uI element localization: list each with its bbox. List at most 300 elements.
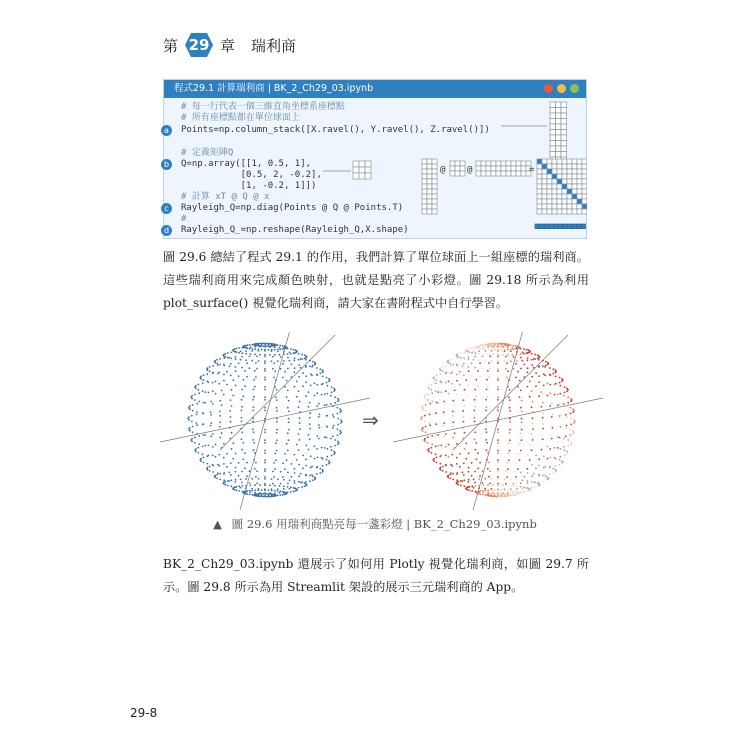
sphere-point bbox=[229, 472, 231, 474]
sphere-point bbox=[291, 364, 293, 366]
sphere-point bbox=[542, 438, 544, 440]
sphere-point bbox=[235, 358, 237, 360]
sphere-point bbox=[425, 404, 427, 406]
sphere-point bbox=[231, 448, 233, 450]
sphere-point bbox=[258, 350, 260, 352]
sphere-point bbox=[464, 432, 466, 434]
matrix-cell bbox=[432, 174, 437, 179]
sphere-point bbox=[465, 442, 467, 444]
sphere-point bbox=[327, 448, 329, 450]
matrix-cell bbox=[542, 199, 547, 204]
sphere-point bbox=[482, 344, 484, 346]
matrix-cell bbox=[365, 173, 371, 179]
sphere-point bbox=[543, 373, 545, 375]
sphere-point bbox=[468, 467, 470, 469]
sphere-point bbox=[300, 367, 302, 369]
sphere-point bbox=[428, 385, 430, 387]
matrix-cell bbox=[542, 174, 547, 179]
matrix-cell bbox=[557, 159, 562, 164]
matrix-cell bbox=[491, 171, 496, 176]
sphere-point bbox=[436, 402, 438, 404]
matrix-cell bbox=[562, 174, 567, 179]
matrix-cell bbox=[537, 174, 542, 179]
sphere-point bbox=[474, 356, 476, 358]
sphere-point bbox=[491, 478, 493, 480]
code-line: # 定義矩陣Q bbox=[181, 148, 234, 158]
sphere-point bbox=[276, 429, 278, 431]
sphere-point bbox=[467, 348, 469, 350]
sphere-point bbox=[264, 429, 266, 431]
sphere-point bbox=[435, 382, 437, 384]
matrix-cell bbox=[557, 189, 562, 194]
sphere-point bbox=[331, 386, 333, 388]
sphere-point bbox=[486, 459, 488, 461]
sphere-point bbox=[264, 407, 266, 409]
sphere-point bbox=[235, 453, 237, 455]
matrix-cell bbox=[556, 135, 562, 141]
sphere-point bbox=[221, 390, 223, 392]
sphere-point bbox=[246, 376, 248, 378]
matrix-cell bbox=[542, 159, 547, 164]
sphere-point bbox=[234, 348, 236, 350]
sphere-point bbox=[471, 362, 473, 364]
sphere-point bbox=[238, 462, 240, 464]
matrix-cell bbox=[511, 161, 516, 166]
sphere-point bbox=[279, 485, 281, 487]
sphere-point bbox=[482, 490, 484, 492]
sphere-point bbox=[523, 353, 525, 355]
sphere-point bbox=[422, 430, 424, 432]
sphere-point bbox=[337, 413, 339, 415]
chapter-word-after: 章 bbox=[220, 36, 236, 55]
sphere-point bbox=[238, 485, 240, 487]
matrix-cell bbox=[359, 167, 365, 173]
sphere-point bbox=[241, 356, 243, 358]
sphere-point bbox=[305, 465, 307, 467]
sphere-point bbox=[563, 438, 565, 440]
sphere-point bbox=[264, 478, 266, 480]
sphere-point bbox=[243, 379, 245, 381]
sphere-point bbox=[321, 447, 323, 449]
sphere-point bbox=[216, 478, 218, 480]
matrix-cell bbox=[550, 102, 556, 108]
sphere-point bbox=[527, 454, 529, 456]
sphere-point bbox=[497, 483, 499, 485]
matrix-cell bbox=[572, 194, 577, 199]
sphere-point bbox=[326, 377, 328, 379]
sphere-point bbox=[293, 491, 295, 493]
sphere-point bbox=[283, 354, 285, 356]
sphere-point bbox=[253, 459, 255, 461]
sphere-point bbox=[238, 347, 240, 349]
sphere-point bbox=[326, 437, 328, 439]
matrix-cell bbox=[552, 189, 557, 194]
sphere-point bbox=[518, 346, 520, 348]
sphere-point bbox=[447, 475, 449, 477]
sphere-point bbox=[463, 485, 465, 487]
matrix-cell bbox=[572, 224, 577, 229]
sphere-point bbox=[319, 373, 321, 375]
sphere-point bbox=[298, 481, 300, 483]
sphere-point bbox=[298, 475, 300, 477]
sphere-point bbox=[264, 396, 266, 398]
sphere-point bbox=[268, 344, 270, 346]
sphere-point bbox=[334, 439, 336, 441]
sphere-point bbox=[499, 493, 501, 495]
sphere-point bbox=[272, 471, 274, 473]
code-marker-d: d bbox=[161, 225, 172, 236]
sphere-point bbox=[298, 376, 300, 378]
sphere-point bbox=[516, 360, 518, 362]
sphere-point bbox=[253, 431, 255, 433]
sphere-point bbox=[572, 430, 574, 432]
sphere-point bbox=[283, 360, 285, 362]
sphere-point bbox=[337, 428, 339, 430]
sphere-point bbox=[567, 439, 569, 441]
sphere-point bbox=[510, 478, 512, 480]
sphere-point bbox=[442, 470, 444, 472]
matrix-cell bbox=[562, 209, 567, 214]
code-line: Points=np.column_stack([X.ravel(), Y.ravel(), Z.ravel()]) bbox=[181, 125, 490, 135]
sphere-point bbox=[572, 433, 574, 435]
sphere-point bbox=[276, 407, 278, 409]
sphere-point bbox=[488, 362, 490, 364]
sphere-point bbox=[249, 348, 251, 350]
sphere-point bbox=[189, 430, 191, 432]
sphere-point bbox=[254, 452, 256, 454]
code-line: [0.5, 2, -0.2], bbox=[181, 170, 322, 180]
sphere-point bbox=[302, 385, 304, 387]
sphere-point bbox=[236, 348, 238, 350]
sphere-point bbox=[516, 479, 518, 481]
sphere-point bbox=[445, 455, 447, 457]
sphere-point bbox=[291, 376, 293, 378]
matrix-cell bbox=[486, 166, 491, 171]
sphere-point bbox=[512, 354, 514, 356]
sphere-point bbox=[273, 377, 275, 379]
sphere-point bbox=[554, 384, 556, 386]
sphere-point bbox=[564, 392, 566, 394]
sphere-point bbox=[559, 426, 561, 428]
sphere-point bbox=[192, 426, 194, 428]
sphere-point bbox=[489, 368, 491, 370]
sphere-point bbox=[570, 443, 572, 445]
sphere-point bbox=[272, 483, 274, 485]
sphere-point bbox=[497, 421, 499, 423]
sphere-point bbox=[252, 439, 254, 441]
matrix-cell bbox=[427, 179, 432, 184]
matrix-cell bbox=[547, 189, 552, 194]
sphere-point bbox=[474, 421, 476, 423]
sphere-point bbox=[272, 356, 274, 358]
sphere-point bbox=[483, 492, 485, 494]
sphere-point bbox=[533, 358, 535, 360]
sphere-point bbox=[223, 394, 225, 396]
matrix-cell bbox=[547, 199, 552, 204]
sphere-point bbox=[516, 488, 518, 490]
sphere-point bbox=[443, 401, 445, 403]
sphere-point bbox=[538, 375, 540, 377]
sphere-point bbox=[488, 476, 490, 478]
sphere-point bbox=[235, 471, 237, 473]
sphere-point bbox=[509, 389, 511, 391]
sphere-point bbox=[563, 403, 565, 405]
sphere-point bbox=[194, 436, 196, 438]
code-marker-c: c bbox=[161, 203, 172, 214]
matrix-cell bbox=[422, 194, 427, 199]
sphere-point bbox=[535, 455, 537, 457]
sphere-point bbox=[254, 492, 256, 494]
sphere-point bbox=[246, 475, 248, 477]
sphere-point bbox=[549, 435, 551, 437]
sphere-point bbox=[516, 485, 518, 487]
sphere-point bbox=[531, 353, 533, 355]
matrix-cell bbox=[427, 159, 432, 164]
sphere-point bbox=[533, 367, 535, 369]
sphere-point bbox=[484, 490, 486, 492]
matrix-cell bbox=[427, 189, 432, 194]
sphere-point bbox=[212, 433, 214, 435]
matrix-cell bbox=[577, 164, 582, 169]
matrix-cell bbox=[542, 194, 547, 199]
sphere-point bbox=[288, 400, 290, 402]
sphere-point bbox=[516, 351, 518, 353]
sphere-point bbox=[468, 358, 470, 360]
sphere-point bbox=[421, 407, 423, 409]
sphere-point bbox=[188, 419, 190, 421]
sphere-point bbox=[429, 433, 431, 435]
matrix-cell bbox=[556, 146, 562, 152]
matrix-cell bbox=[561, 130, 567, 136]
sphere-point bbox=[302, 372, 304, 374]
sphere-point bbox=[550, 457, 552, 459]
matrix-cell bbox=[567, 174, 572, 179]
sphere-point bbox=[479, 362, 481, 364]
sphere-point bbox=[448, 381, 450, 383]
sphere-point bbox=[309, 428, 311, 430]
sphere-point bbox=[485, 417, 487, 419]
sphere-point bbox=[451, 454, 453, 456]
sphere-point bbox=[490, 489, 492, 491]
sphere-point bbox=[552, 468, 554, 470]
sphere-point bbox=[238, 490, 240, 492]
sphere-point bbox=[422, 405, 424, 407]
sphere-point bbox=[275, 379, 277, 381]
sphere-point bbox=[223, 364, 225, 366]
sphere-point bbox=[506, 476, 508, 478]
sphere-point bbox=[289, 488, 291, 490]
sphere-point bbox=[435, 446, 437, 448]
sphere-point bbox=[330, 446, 332, 448]
sphere-point bbox=[264, 418, 266, 420]
sphere-point bbox=[223, 457, 225, 459]
sphere-point bbox=[231, 432, 233, 434]
sphere-point bbox=[456, 364, 458, 366]
sphere-point bbox=[473, 487, 475, 489]
sphere-point bbox=[567, 396, 569, 398]
matrix-cell bbox=[460, 171, 465, 176]
sphere-point bbox=[271, 478, 273, 480]
sphere-point bbox=[274, 349, 276, 351]
sphere-point bbox=[223, 463, 225, 465]
sphere-point bbox=[232, 442, 234, 444]
sphere-point bbox=[238, 375, 240, 377]
matrix-cell bbox=[550, 135, 556, 141]
sphere-point bbox=[235, 370, 237, 372]
sphere-point bbox=[456, 394, 458, 396]
sphere-point bbox=[196, 424, 198, 426]
sphere-point bbox=[210, 411, 212, 413]
matrix-cell bbox=[572, 179, 577, 184]
sphere-point bbox=[507, 453, 509, 455]
sphere-point bbox=[476, 442, 478, 444]
sphere-point bbox=[252, 420, 254, 422]
sphere-point bbox=[274, 485, 276, 487]
sphere-point bbox=[277, 478, 279, 480]
sphere-point bbox=[552, 414, 554, 416]
matrix-cell bbox=[427, 169, 432, 174]
matrix-cell bbox=[476, 161, 481, 166]
sphere-point bbox=[547, 446, 549, 448]
sphere-point bbox=[420, 418, 422, 420]
sphere-point bbox=[264, 356, 266, 358]
sphere-point bbox=[566, 425, 568, 427]
matrix-cell bbox=[550, 141, 556, 147]
matrix-cell bbox=[476, 166, 481, 171]
matrix-cell bbox=[550, 130, 556, 136]
matrix-cell bbox=[511, 171, 516, 176]
matrix-cell bbox=[557, 184, 562, 189]
sphere-point bbox=[216, 363, 218, 365]
sphere-point bbox=[203, 379, 205, 381]
sphere-point bbox=[198, 401, 200, 403]
sphere-point bbox=[542, 365, 544, 367]
matrix-cell bbox=[577, 189, 582, 194]
sphere-point bbox=[294, 357, 296, 359]
sphere-point bbox=[463, 375, 465, 377]
sphere-point bbox=[515, 363, 517, 365]
sphere-point bbox=[287, 483, 289, 485]
sphere-point bbox=[328, 381, 330, 383]
sphere-point bbox=[464, 479, 466, 481]
sphere-point bbox=[208, 445, 210, 447]
sphere-point bbox=[559, 415, 561, 417]
sphere-point bbox=[436, 457, 438, 459]
sphere-point bbox=[216, 474, 218, 476]
sphere-point bbox=[261, 496, 263, 498]
sphere-point bbox=[276, 399, 278, 401]
sphere-point bbox=[294, 386, 296, 388]
matrix-cell bbox=[521, 166, 526, 171]
sphere-point bbox=[497, 489, 499, 491]
sphere-point bbox=[513, 471, 515, 473]
sphere-point bbox=[484, 494, 486, 496]
sphere-point bbox=[214, 475, 216, 477]
sphere-point bbox=[299, 401, 301, 403]
sphere-point bbox=[532, 422, 534, 424]
sphere-point bbox=[206, 455, 208, 457]
sphere-point bbox=[468, 366, 470, 368]
sphere-point bbox=[249, 470, 251, 472]
sphere-point bbox=[332, 436, 334, 438]
sphere-point bbox=[509, 429, 511, 431]
sphere-point bbox=[538, 359, 540, 361]
sphere-point bbox=[482, 494, 484, 496]
sphere-point bbox=[241, 421, 243, 423]
sphere-point bbox=[570, 401, 572, 403]
matrix-cell bbox=[556, 113, 562, 119]
code-line: # bbox=[181, 214, 187, 224]
sphere-point bbox=[235, 467, 237, 469]
sphere-point bbox=[547, 395, 549, 397]
sphere-point bbox=[207, 367, 209, 369]
sphere-point bbox=[294, 472, 296, 474]
sphere-point bbox=[512, 348, 514, 350]
sphere-point bbox=[254, 344, 256, 346]
sphere-point bbox=[521, 400, 523, 402]
sphere-point bbox=[316, 405, 318, 407]
sphere-point bbox=[567, 402, 569, 404]
sphere-point bbox=[468, 471, 470, 473]
sphere-point bbox=[510, 349, 512, 351]
sphere-point bbox=[537, 482, 539, 484]
matrix-cell bbox=[427, 184, 432, 189]
sphere-point bbox=[254, 489, 256, 491]
matrix-cell bbox=[572, 184, 577, 189]
matrix-cell bbox=[562, 204, 567, 209]
sphere-point bbox=[499, 345, 501, 347]
sphere-point bbox=[480, 493, 482, 495]
sphere-point bbox=[570, 434, 572, 436]
sphere-point bbox=[501, 349, 503, 351]
sphere-point bbox=[310, 385, 312, 387]
matrix-cell bbox=[552, 164, 557, 169]
sphere-point bbox=[230, 358, 232, 360]
sphere-point bbox=[230, 416, 232, 418]
sphere-point bbox=[289, 360, 291, 362]
sphere-point bbox=[573, 431, 575, 433]
sphere-point bbox=[209, 466, 211, 468]
sphere-point bbox=[274, 468, 276, 470]
sphere-point bbox=[235, 351, 237, 353]
sphere-point bbox=[512, 347, 514, 349]
matrix-cell bbox=[537, 194, 542, 199]
sphere-point bbox=[527, 357, 529, 359]
sphere-point bbox=[192, 404, 194, 406]
sphere-point bbox=[299, 422, 301, 424]
matrix-cell bbox=[577, 194, 582, 199]
sphere-point bbox=[235, 481, 237, 483]
sphere-point bbox=[282, 491, 284, 493]
sphere-point bbox=[471, 375, 473, 377]
sphere-point bbox=[231, 352, 233, 354]
sphere-point bbox=[534, 481, 536, 483]
sphere-point bbox=[241, 399, 243, 401]
sphere-point bbox=[212, 455, 214, 457]
sphere-point bbox=[304, 354, 306, 356]
sphere-point bbox=[264, 470, 266, 472]
sphere-point bbox=[478, 359, 480, 361]
sphere-point bbox=[257, 489, 259, 491]
sphere-point bbox=[279, 347, 281, 349]
sphere-point bbox=[502, 484, 504, 486]
sphere-point bbox=[534, 354, 536, 356]
sphere-point bbox=[256, 483, 258, 485]
sphere-point bbox=[523, 348, 525, 350]
sphere-point bbox=[452, 473, 454, 475]
sphere-point bbox=[522, 479, 524, 481]
matrix-cell bbox=[552, 209, 557, 214]
